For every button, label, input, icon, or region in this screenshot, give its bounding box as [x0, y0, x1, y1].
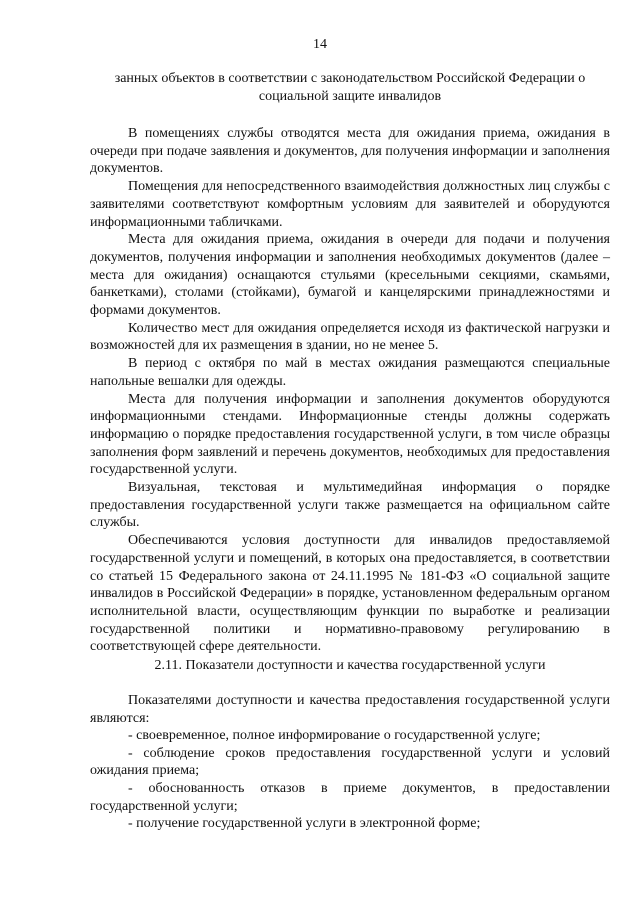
paragraph: Места для получения информации и заполнения документов оборудуются информационными стендами. Информационные стенды должны содержать информацию о порядке предоставления государственной услуги, в том числе образцы заполнения форм заявлений и перечень документов, необходимых для предоставления государственной услуги.	[90, 391, 610, 478]
continued-text-line: социальной защите инвалидов	[258, 89, 442, 104]
paragraph: Показателями доступности и качества предоставления государственной услуги являются:	[90, 693, 610, 726]
section-heading: 2.11. Показатели доступности и качества государственной услуги	[154, 658, 546, 673]
list-item: - обоснованность отказов в приеме документов, в предоставлении государственной услуги;	[90, 780, 610, 814]
paragraph: Визуальная, текстовая и мультимедийная информация о порядке предоставления государственной услуги также размещается на официальном сайте службы.	[90, 480, 610, 531]
page-number: 14	[313, 37, 327, 52]
list-item: - получение государственной услуги в электронной форме;	[128, 816, 481, 832]
paragraph: В помещениях службы отводятся места для ожидания приема, ожидания в очереди при подаче заявления и документов, для получения информации и заполнения документов.	[90, 126, 610, 177]
paragraph: Количество мест для ожидания определяется исходя из фактической нагрузки и возможностей для их размещения в здании, но не менее 5.	[90, 320, 610, 354]
list-item: - своевременное, полное информирование о государственной услуге;	[128, 728, 541, 744]
paragraph: Помещения для непосредственного взаимодействия должностных лиц службы с заявителями соответствуют комфортным условиям для заявителей и оборудуются информационными табличками.	[90, 179, 610, 230]
continued-text	[90, 70, 610, 106]
paragraph: Места для ожидания приема, ожидания в очереди для подачи и получения документов, получения информации и заполнения необходимых документов (далее – места для ожидания) оснащаются стульями (кресельными секциями, скамьями, банкетками), столами (стойками), бумагой и канцелярскими принадлежностями и формами документов.	[90, 232, 610, 319]
list-item: - соблюдение сроков предоставления государственной услуги и условий ожидания приема;	[90, 745, 610, 779]
continued-text-line: занных объектов в соответствии с законодательством Российской Федерации о	[114, 71, 586, 86]
main-text	[90, 125, 610, 656]
section-text	[90, 692, 610, 833]
paragraph: В период с октября по май в местах ожидания размещаются специальные напольные вешалки для одежды.	[90, 356, 610, 389]
paragraph: Обеспечиваются условия доступности для инвалидов предоставляемой государственной услуги и помещений, в которых она предоставляется, в соответствии со статьей 15 Федерального закона от 24.11.1995 № 181-ФЗ «О социальной защите инвалидов в Российской Федерации» в порядке, установленном федеральным органом исполнительной власти, осуществляющим функции по выработке и реализации государственной политики и нормативно-правовому регулированию в соответствующей сфере деятельности.	[90, 533, 610, 655]
